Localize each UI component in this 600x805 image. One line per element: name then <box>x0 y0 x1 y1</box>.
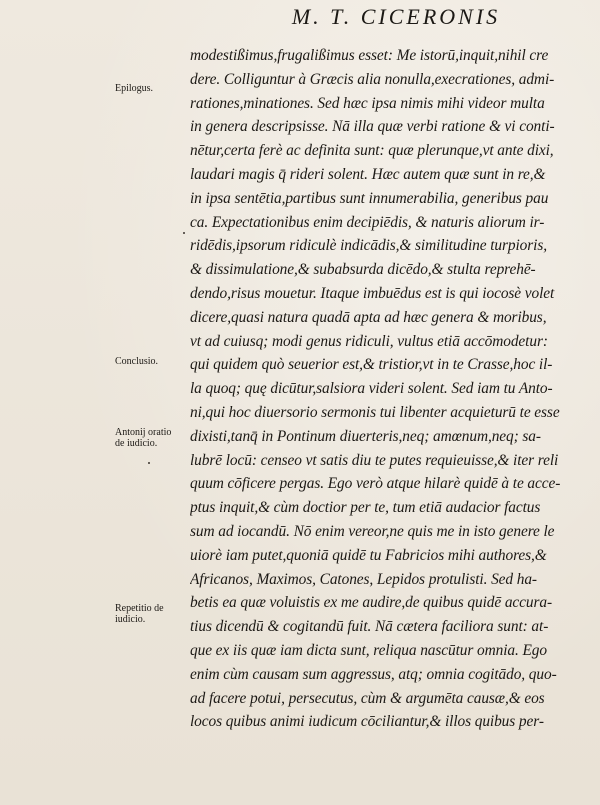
text-line: uiorè iam putet,quoniā quidē tu Fabricios mihi authores,& <box>190 546 547 564</box>
text-line: Africanos, Maximos, Catones, Lepidos protulisti. Sed ha- <box>190 570 537 588</box>
text-line: ptus inquit,& cùm doctior per te, tum etiā audacior factus <box>190 499 541 517</box>
text-line: locos quibus animi iudicum cōciliantur,& illos quibus per- <box>190 713 544 731</box>
margin-note-antonii-oratio-line2: de iudicio. <box>115 438 158 449</box>
text-line: ca. Expectationibus enim decipiēdis, & naturis aliorum ir- <box>190 213 545 231</box>
text-line: rationes,minationes. Sed hæc ipsa nimis mihi videor multa <box>190 94 545 112</box>
text-line: vt ad cuiusq; modi genus ridiculi, vultus etiā accōmodetur: <box>190 332 548 350</box>
margin-mark <box>148 462 150 464</box>
text-line: quum cōficere pergas. Ego verò atque hilarè quidē à te acce- <box>190 475 561 493</box>
text-line: enim cùm causam sum aggressus, atq; omnia cogitādo, quo- <box>190 665 557 683</box>
margin-note-repetitio-line1: Repetitio de <box>115 603 164 614</box>
text-line: tius dicendū & cogitandū fuit. Nā cætera faciliora sunt: at- <box>190 618 549 636</box>
text-line: ridēdis,ipsorum ridiculè indicādis,& similitudine turpioris, <box>190 237 547 255</box>
text-line: sum ad iocandū. Nō enim vereor,ne quis me in isto genere le <box>190 522 555 540</box>
text-line: betis ea quæ voluistis ex me audire,de quibus quidē accura- <box>190 594 552 612</box>
text-line: que ex iis quæ iam dicta sunt, reliqua nascūtur omnia. Ego <box>190 641 547 659</box>
margin-note-antonii-oratio-line1: Antonij oratio <box>115 427 172 438</box>
text-line: in genera descripsisse. Nā illa quæ verbi ratione & vi conti- <box>190 118 555 136</box>
text-line: dixisti,tanq̄ in Pontinum diuerteris,neq; amœnum,neq; sa- <box>190 427 541 445</box>
text-line: dendo,risus mouetur. Itaque imbuēdus est is qui iocosè volet <box>190 284 555 302</box>
text-line: lubrē locū: censeo vt satis diu te putes requieuisse,& iter reli <box>190 451 559 469</box>
text-line: & dissimulatione,& subabsurda dicēdo,& stulta reprehē- <box>190 261 536 279</box>
text-line: dicere,quasi natura quadā apta ad hæc genera & moribus, <box>190 308 547 326</box>
body-text <box>190 44 582 734</box>
text-line: modestißimus,frugalißimus esset: Me istorū,inquit,nihil cre <box>190 47 549 64</box>
text-line: laudari magis q̄ rideri solent. Hæc autem quæ sunt in re,& <box>190 165 546 183</box>
margin-note-epilogus: Epilogus. <box>115 83 154 94</box>
text-line: dere. Colliguntur à Græcis alia nonulla,execrationes, admi- <box>190 70 555 88</box>
margin-note-repetitio-line2: iudicio. <box>115 614 146 625</box>
running-header: M. T. CICERONIS <box>291 4 501 29</box>
text-line: qui quidem quò seuerior est,& tristior,vt in te Crasse,hoc il- <box>190 356 553 374</box>
text-line: ni,qui hoc diuersorio sermonis tui libenter acquieturū te esse <box>190 403 560 421</box>
text-line: la quoq; quę dicūtur,salsiora videri solent. Sed iam tu Anto- <box>190 380 553 398</box>
text-line: ad facere potui, persecutus, cùm & argumēta causæ,& eos <box>190 689 545 707</box>
margin-note-conclusio: Conclusio. <box>115 356 159 367</box>
text-line: in ipsa sentētia,partibus sunt innumerabilia, generibus pau <box>190 189 549 207</box>
text-line: nētur,certa ferè ac definita sunt: quæ plerunque,vt ante dixi, <box>190 142 554 160</box>
margin-mark <box>183 232 185 234</box>
